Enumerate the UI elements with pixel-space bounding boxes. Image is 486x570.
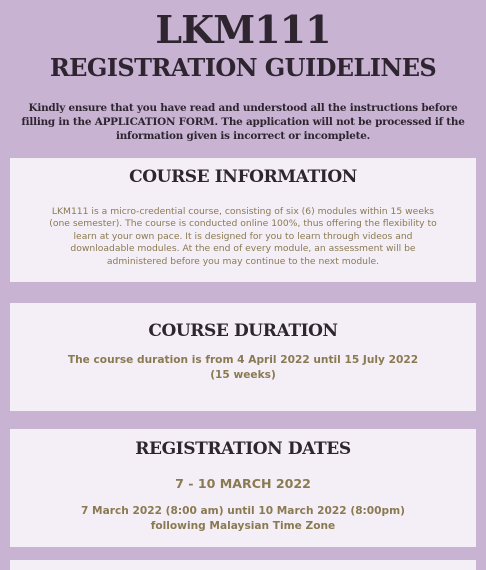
course-duration-card [10,303,476,411]
course-duration-text [43,353,443,383]
course-information-text: LKM111 is a micro-credential course, consisting of six (6) modules within 15 weeks (one semester). The course is conducted online 100%, thus offering the flexibility to learn at your own pace. It is designed for you to learn through videos and downloadable modules. At the end of every module, an assessment will be administered before you may continue to the next module. [49,206,437,267]
registration-dates-card [10,429,476,547]
registration-dates-heading: REGISTRATION DATES [135,439,351,459]
registration-time-zone: following Malaysian Time Zone [150,520,336,532]
registration-time-window: 7 March 2022 (8:00 am) until 10 March 2022 (8:00pm) [80,505,406,517]
registration-date-detail [33,504,453,534]
course-duration-line: The course duration is from 4 April 2022 until 15 July 2022 [67,354,419,366]
page-title: LKM111 [155,7,331,52]
course-duration-heading: COURSE DURATION [148,321,338,341]
course-information-heading: COURSE INFORMATION [129,167,357,187]
page-subtitle: REGISTRATION GUIDELINES [49,53,437,82]
course-information-card [10,158,476,282]
intro-notice: Kindly ensure that you have read and understood all the instructions before filling in the APPLICATION FORM. The application will not be processed if the information given is incorrect or incomplete. [21,102,465,142]
registration-date-range: 7 - 10 MARCH 2022 [175,476,311,491]
course-duration-weeks: (15 weeks) [210,369,276,381]
